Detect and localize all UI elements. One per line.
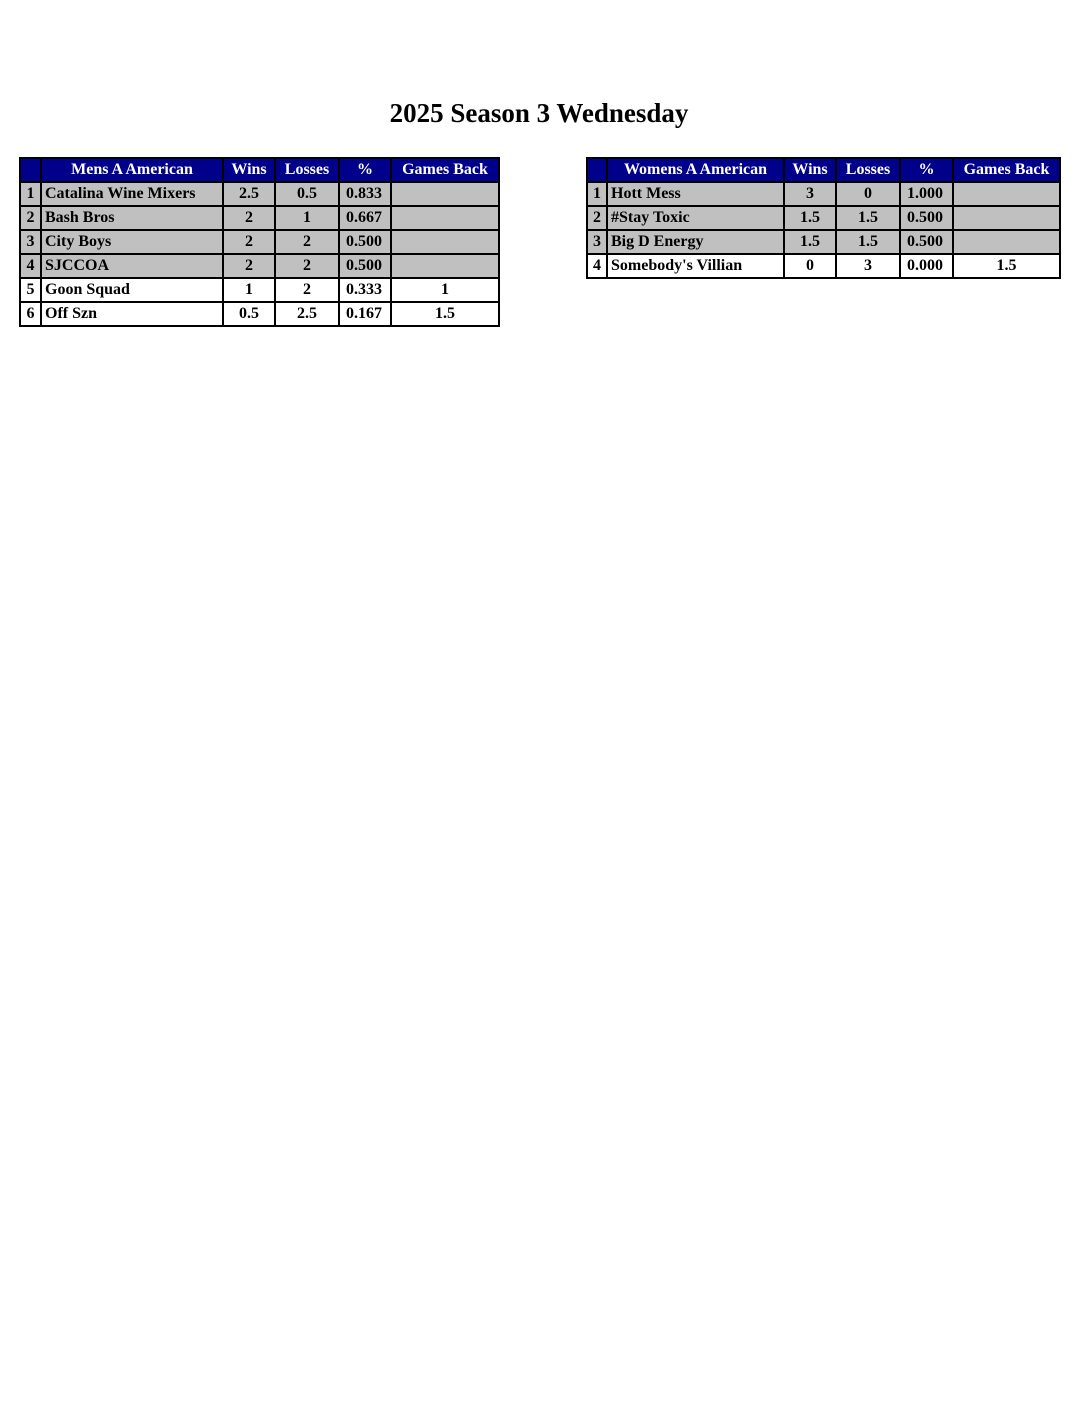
team-name-cell: #Stay Toxic — [607, 206, 784, 230]
wins-cell: 2 — [223, 206, 275, 230]
wins-header: Wins — [784, 158, 836, 182]
losses-cell: 1 — [275, 206, 339, 230]
rank-cell: 4 — [20, 254, 41, 278]
rank-cell: 3 — [587, 230, 607, 254]
games-back-cell — [953, 182, 1060, 206]
table-row — [20, 254, 499, 278]
division-header: Mens A American — [41, 158, 223, 182]
table-row — [587, 254, 1060, 278]
games-back-cell — [953, 206, 1060, 230]
rank-cell: 1 — [587, 182, 607, 206]
wins-cell: 2.5 — [223, 182, 275, 206]
pct-cell: 0.167 — [339, 302, 391, 326]
page-title: 2025 Season 3 Wednesday — [389, 98, 689, 128]
wins-cell: 0.5 — [223, 302, 275, 326]
wins-header: Wins — [223, 158, 275, 182]
team-name-cell: Off Szn — [41, 302, 223, 326]
wins-cell: 0 — [784, 254, 836, 278]
pct-cell: 0.500 — [900, 206, 953, 230]
rank-cell: 3 — [20, 230, 41, 254]
pct-header: % — [900, 158, 953, 182]
games-back-cell: 1.5 — [953, 254, 1060, 278]
losses-cell: 2 — [275, 254, 339, 278]
losses-header: Losses — [275, 158, 339, 182]
games-back-cell: 1.5 — [391, 302, 499, 326]
pct-cell: 0.500 — [339, 254, 391, 278]
rank-header — [20, 158, 41, 182]
table-row — [587, 230, 1060, 254]
table-header-row — [20, 158, 499, 182]
losses-cell: 1.5 — [836, 206, 900, 230]
games-back-cell — [391, 206, 499, 230]
pct-cell: 0.500 — [339, 230, 391, 254]
table-row — [587, 182, 1060, 206]
team-name-cell: Big D Energy — [607, 230, 784, 254]
wins-cell: 1 — [223, 278, 275, 302]
womens-standings-table — [586, 157, 1061, 279]
team-name-cell: Catalina Wine Mixers — [41, 182, 223, 206]
team-name-cell: SJCCOA — [41, 254, 223, 278]
losses-cell: 3 — [836, 254, 900, 278]
table-row — [587, 206, 1060, 230]
wins-cell: 1.5 — [784, 230, 836, 254]
team-name-cell: Goon Squad — [41, 278, 223, 302]
table-row — [20, 182, 499, 206]
games-back-cell — [391, 254, 499, 278]
losses-header: Losses — [836, 158, 900, 182]
losses-cell: 2.5 — [275, 302, 339, 326]
losses-cell: 2 — [275, 278, 339, 302]
mens-standings-table — [19, 157, 500, 327]
losses-cell: 1.5 — [836, 230, 900, 254]
losses-cell: 2 — [275, 230, 339, 254]
table-row — [20, 230, 499, 254]
table-row — [20, 302, 499, 326]
losses-cell: 0 — [836, 182, 900, 206]
table-row — [20, 206, 499, 230]
rank-cell: 5 — [20, 278, 41, 302]
team-name-cell: Bash Bros — [41, 206, 223, 230]
games-back-cell — [391, 182, 499, 206]
losses-cell: 0.5 — [275, 182, 339, 206]
pct-cell: 0.333 — [339, 278, 391, 302]
rank-header — [587, 158, 607, 182]
table-row — [20, 278, 499, 302]
games-back-header: Games Back — [391, 158, 499, 182]
rank-cell: 4 — [587, 254, 607, 278]
pct-cell: 0.000 — [900, 254, 953, 278]
games-back-header: Games Back — [953, 158, 1060, 182]
pct-cell: 0.500 — [900, 230, 953, 254]
pct-cell: 1.000 — [900, 182, 953, 206]
games-back-cell — [391, 230, 499, 254]
team-name-cell: Somebody's Villian — [607, 254, 784, 278]
wins-cell: 3 — [784, 182, 836, 206]
wins-cell: 2 — [223, 230, 275, 254]
pct-cell: 0.667 — [339, 206, 391, 230]
wins-cell: 2 — [223, 254, 275, 278]
rank-cell: 6 — [20, 302, 41, 326]
wins-cell: 1.5 — [784, 206, 836, 230]
division-header: Womens A American — [607, 158, 784, 182]
team-name-cell: City Boys — [41, 230, 223, 254]
table-header-row — [587, 158, 1060, 182]
rank-cell: 2 — [587, 206, 607, 230]
games-back-cell — [953, 230, 1060, 254]
rank-cell: 1 — [20, 182, 41, 206]
team-name-cell: Hott Mess — [607, 182, 784, 206]
rank-cell: 2 — [20, 206, 41, 230]
games-back-cell: 1 — [391, 278, 499, 302]
pct-cell: 0.833 — [339, 182, 391, 206]
pct-header: % — [339, 158, 391, 182]
